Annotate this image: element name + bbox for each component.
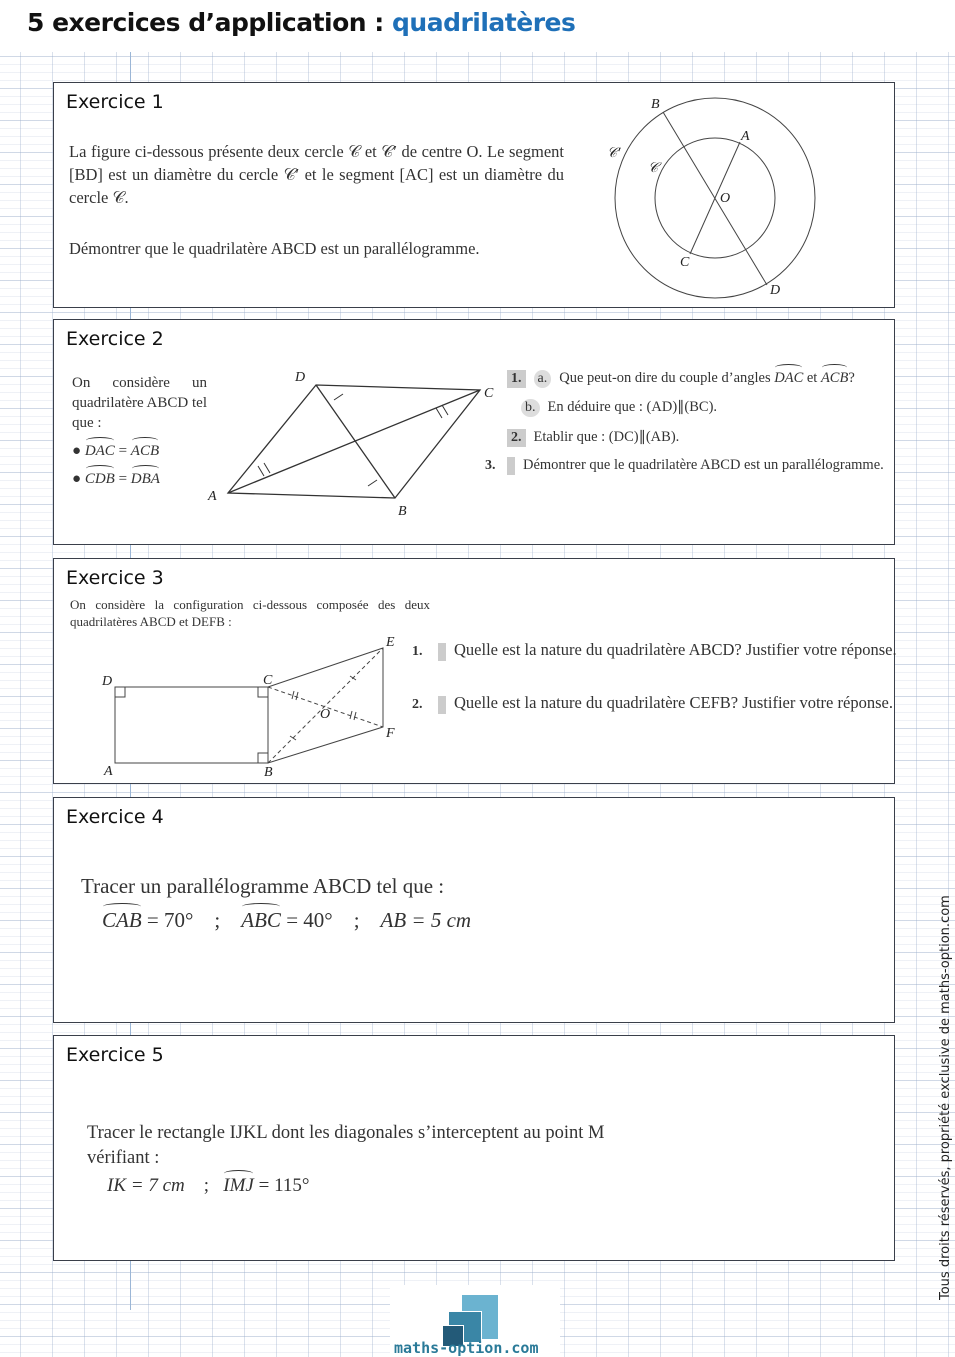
- label-c-prime-circle: 𝒞′: [607, 146, 621, 161]
- label-a: A: [208, 489, 217, 504]
- exercise-text: Tracer un parallélogramme ABCD tel que :: [81, 874, 445, 898]
- exercise-heading: Exercice 3: [66, 567, 164, 589]
- label-d: D: [770, 283, 781, 298]
- condition-1: ● DAC = ACB: [72, 440, 159, 463]
- site-logo[interactable]: [390, 1285, 560, 1357]
- label-c: C: [680, 255, 690, 270]
- exercise-5: [53, 1035, 895, 1261]
- exercise-4: [53, 797, 895, 1023]
- exercise-intro: On considère un quadrilatère ABCD tel que :: [72, 375, 207, 431]
- label-d: D: [102, 674, 113, 689]
- label-o: O: [720, 191, 731, 206]
- title-accent: quadrilatères: [392, 8, 576, 37]
- copyright-notice: Tous droits réservés, propriété exclusive de maths-option.com: [938, 895, 953, 1300]
- page-title: 5 exercices d’application : quadrilatères: [27, 8, 576, 37]
- question-2: 2. Quelle est la nature du quadrilatère CEFB? Justifier votre réponse.: [412, 693, 893, 712]
- label-c: C: [263, 673, 273, 688]
- exercise-conditions: IK = 7 cm ; IMJ = 115°: [107, 1175, 310, 1196]
- label-a: A: [741, 129, 750, 144]
- logo-text: maths-option.com: [394, 1339, 539, 1357]
- exercise-conditions: CAB = 70° ; ABC = 40° ; AB = 5 cm: [102, 908, 472, 932]
- label-d: D: [295, 370, 306, 385]
- label-f: F: [386, 726, 395, 741]
- question-1a: 1. a. Que peut-on dire du couple d’angles DAC et ACB?: [507, 367, 855, 390]
- label-b: B: [651, 97, 660, 112]
- exercise-heading: Exercice 4: [66, 806, 164, 828]
- exercise-intro: On considère la configuration ci-dessous composée des deux quadrilatères ABCD et DEFB :: [70, 597, 430, 629]
- right-angle-marks: [115, 687, 268, 763]
- label-a: A: [104, 764, 113, 779]
- question-1b: b. En déduire que : (AD)∥(BC).: [521, 396, 717, 419]
- label-b: B: [264, 765, 273, 780]
- question-3: 3. Démontrer que le quadrilatère ABCD est un parallélogramme.: [485, 457, 884, 473]
- exercise-question: Démontrer que le quadrilatère ABCD est un parallélogramme.: [69, 239, 480, 258]
- label-c-circle: 𝒞: [648, 161, 659, 176]
- label-b: B: [398, 504, 407, 519]
- question-1: 1. Quelle est la nature du quadrilatère ABCD? Justifier votre réponse.: [412, 640, 897, 659]
- exercise-heading: Exercice 2: [66, 328, 164, 350]
- diagonal-be: [268, 648, 383, 763]
- rectangle-abcd: [115, 687, 268, 763]
- exercise-heading: Exercice 5: [66, 1044, 164, 1066]
- exercise-text: La figure ci-dessous présente deux cercle 𝒞 et 𝒞′ de centre O. Le segment [BD] est un diamètre du cercle 𝒞′ et le segment [AC] est un diamètre du cercle 𝒞.: [69, 142, 564, 207]
- label-c: C: [484, 386, 494, 401]
- exercise-text: Tracer le rectangle IJKL dont les diagonales s’interceptent au point M vérifiant :: [87, 1123, 605, 1168]
- question-2: 2. Etablir que : (DC)∥(AB).: [507, 426, 679, 449]
- label-e: E: [386, 635, 395, 650]
- condition-2: ● CDB = DBA: [72, 468, 160, 491]
- label-o: O: [320, 707, 331, 722]
- exercise-heading: Exercice 1: [66, 91, 164, 113]
